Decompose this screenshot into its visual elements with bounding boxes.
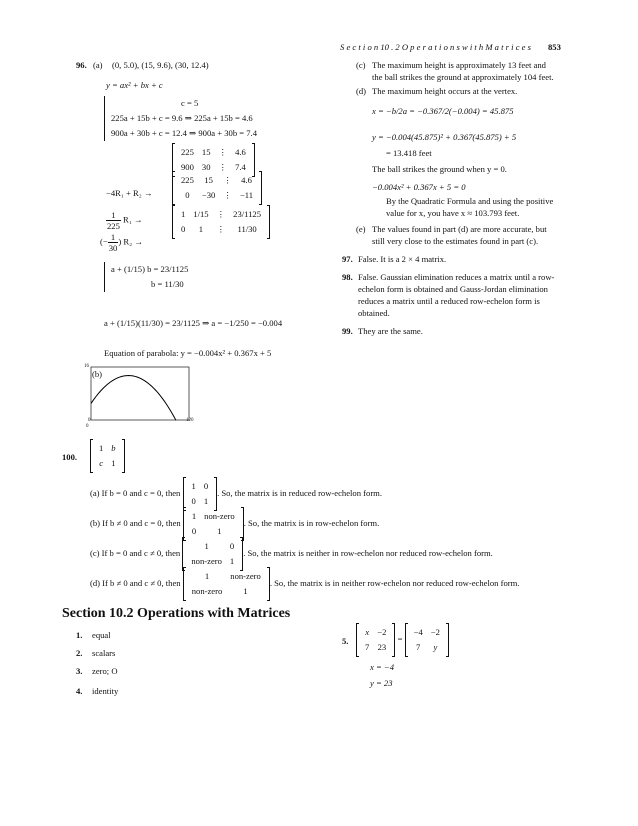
page-number: 853 <box>548 42 561 52</box>
problem-98-line-4: obtained. <box>358 308 390 318</box>
problem-100-part <box>90 508 379 540</box>
part-conclusion: . So, the matrix is in row-echelon form. <box>243 517 380 528</box>
part-lead: (a) If b = 0 and c = 0, then <box>90 487 181 498</box>
problem-97-label: 97. <box>342 254 353 264</box>
answer-text: equal <box>92 630 111 640</box>
problem-98-line-1: False. Gaussian elimination reduces a matrix until a row- <box>358 272 555 282</box>
system-of-equations <box>104 96 257 141</box>
answer-number: 1. <box>76 630 83 640</box>
part-c-label: (c) <box>356 60 366 70</box>
reduced-system <box>104 262 188 292</box>
sys-eq-2: 225a + 15b + c = 9.6 ⇒ 225a + 15b = 4.6 <box>111 113 253 123</box>
part-lead: (d) If b ≠ 0 and c ≠ 0, then <box>90 577 181 588</box>
part-c-text-2: the ball strikes the ground at approximately 104 feet. <box>372 72 554 82</box>
plot-x-min: 0 <box>88 418 91 423</box>
part-conclusion: . So, the matrix is neither in row-echelon nor reduced row-echelon form. <box>243 547 493 558</box>
answer-text: identity <box>92 686 119 696</box>
problem-100-part <box>90 538 493 570</box>
problem-98-label: 98. <box>342 272 353 282</box>
answer-text: zero; O <box>92 666 118 676</box>
part-d-text: The maximum height occurs at the vertex. <box>372 86 518 96</box>
problem-5-y: y = 23 <box>370 678 393 688</box>
part-b-label: (b) <box>92 369 103 379</box>
sys-eq-1: c = 5 <box>181 98 199 108</box>
running-header: S e c t i o n 10 . 2 O p e r a t i o n s w i t h M a t r i c e s <box>340 42 531 52</box>
problem-5-label: 5. <box>342 636 349 646</box>
plot-y-max: 16 <box>84 364 89 369</box>
problem-97-text: False. It is a 2 × 4 matrix. <box>358 254 447 264</box>
part-e-label: (e) <box>356 224 366 234</box>
plot-x-max: 120 <box>186 418 194 423</box>
augmented-matrix-2: 225 15 ⋮ 4.6 0 −30 ⋮ −11 <box>172 172 262 204</box>
answer-text: scalars <box>92 648 116 658</box>
problem-99-text: They are the same. <box>358 326 423 336</box>
part-conclusion: . So, the matrix is in reduced row-echelon form. <box>217 487 383 498</box>
answer-number: 3. <box>76 666 83 676</box>
quadratic-formula-2: value for x, you have x ≈ 103.793 feet. <box>386 208 520 218</box>
part-matrix: 1 0 non-zero 1 <box>182 538 243 570</box>
sys-eq-3: 900a + 30b + c = 12.4 ⇒ 900a + 30b = 7.4 <box>111 128 258 138</box>
part-matrix: 1 non-zero non-zero 1 <box>183 568 270 600</box>
answer-number: 4. <box>76 686 83 696</box>
row-op-3: (− $\frac{1}{30}$ ) R₂ → <box>100 232 143 253</box>
part-matrix: 1 non-zero 0 1 <box>183 508 244 540</box>
plot-y-min: 0 <box>86 424 89 429</box>
quadratic-model: y = ax² + bx + c <box>106 80 163 90</box>
part-matrix: 1 0 0 1 <box>183 478 218 510</box>
problem-98-line-3: reduces a matrix until a reduced row-echelon form is <box>358 296 540 306</box>
row-op-2: $\frac{1}{225}$ R₁ → <box>107 210 143 231</box>
part-e-text-2: still very close to the estimates found in part (c). <box>372 236 539 246</box>
vertex-x: x = −b/2a = −0.367/2(−0.004) = 45.875 <box>372 106 514 116</box>
part-lead: (c) If b = 0 and c ≠ 0, then <box>90 547 181 558</box>
part-d-label: (d) <box>356 86 367 96</box>
part-lead: (b) If b ≠ 0 and c = 0, then <box>90 517 181 528</box>
answer-number: 2. <box>76 648 83 658</box>
problem-100-part <box>90 478 382 510</box>
augmented-matrix-3: 1 1/15 ⋮ 23/1125 0 1 ⋮ 11/30 <box>172 206 270 238</box>
quadratic-formula-1: By the Quadratic Formula and using the positive <box>386 196 554 206</box>
reduced-eq-2: b = 11/30 <box>151 279 184 289</box>
data-points: (0, 5.0), (15, 9.6), (30, 12.4) <box>112 60 209 70</box>
part-e-text-1: The values found in part (d) are more accurate, but <box>372 224 547 234</box>
problem-5-equation: x −2 7 23 = −4 −2 7 y <box>356 624 449 656</box>
parabola-equation: Equation of parabola: y = −0.004x² + 0.367x + 5 <box>104 348 272 358</box>
vertex-y-value: = 13.418 feet <box>386 148 432 158</box>
problem-99-label: 99. <box>342 326 353 336</box>
matrix-100: 1 b c 1 <box>90 440 125 472</box>
problem-5-x: x = −4 <box>370 662 395 672</box>
row-op-1: −4R₁ + R₂ → <box>106 188 153 198</box>
reduced-eq-1: a + (1/15) b = 23/1125 <box>111 264 189 274</box>
vertex-y: y = −0.004(45.875)² + 0.367(45.875) + 5 <box>372 132 517 142</box>
problem-96-label: 96. <box>76 60 87 70</box>
problem-98-line-2: echelon form is obtained and Gauss-Jordan elimination <box>358 284 548 294</box>
section-title: Section 10.2 Operations with Matrices <box>62 606 291 621</box>
part-c-text-1: The maximum height is approximately 13 feet and <box>372 60 546 70</box>
augmented-matrix-1: 225 15 ⋮ 4.6 900 30 ⋮ 7.4 <box>172 144 255 176</box>
parabola-plot <box>90 366 190 424</box>
quadratic-equation: −0.004x² + 0.367x + 5 = 0 <box>372 182 466 192</box>
strike-ground: The ball strikes the ground when y = 0. <box>372 164 507 174</box>
part-conclusion: . So, the matrix is in neither row-echelon nor reduced row-echelon form. <box>269 577 520 588</box>
back-substitution: a + (1/15)(11/30) = 23/1125 ⇒ a = −1/250 = −0.004 <box>104 318 283 328</box>
problem-100-label: 100. <box>62 452 78 462</box>
part-a-label: (a) <box>93 60 103 70</box>
problem-100-part <box>90 568 519 600</box>
